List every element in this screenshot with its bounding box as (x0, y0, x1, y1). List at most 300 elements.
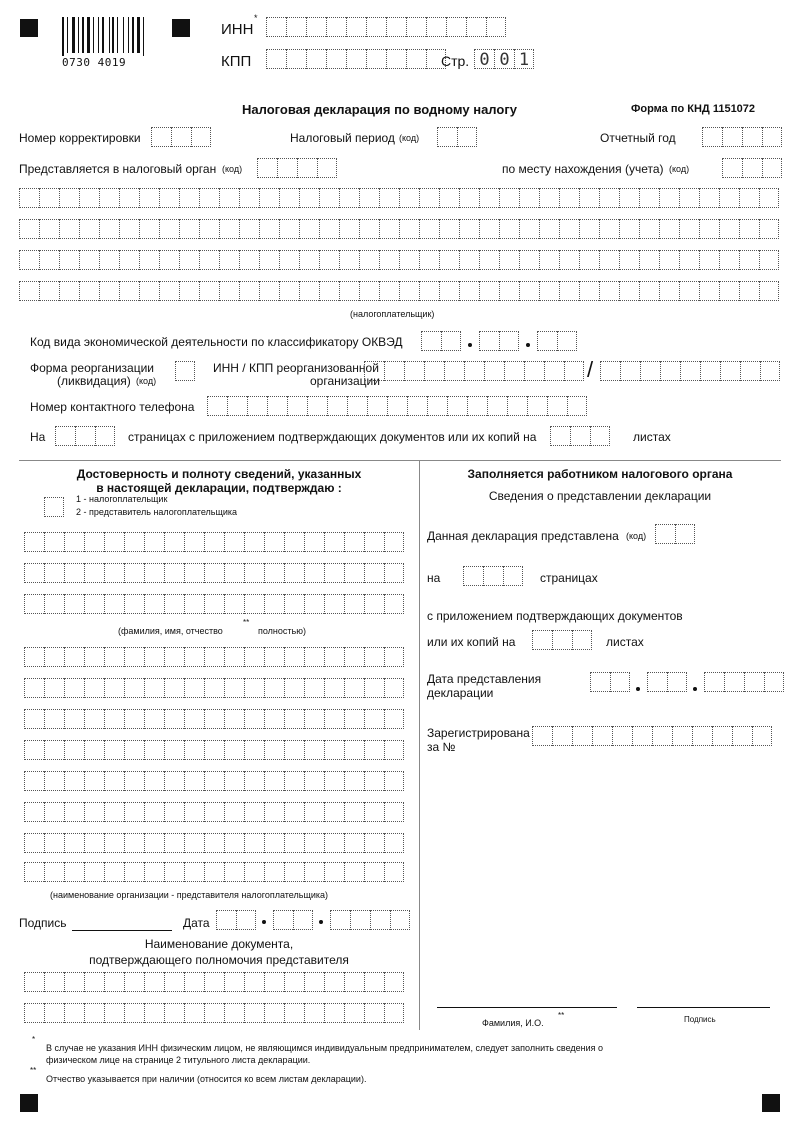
date-day-cells[interactable] (216, 910, 256, 930)
fio-row[interactable] (24, 563, 404, 583)
input-cell[interactable] (264, 594, 284, 614)
inspector-signature-line[interactable] (637, 1007, 770, 1008)
input-cell[interactable] (359, 250, 379, 270)
input-cell[interactable] (104, 709, 124, 729)
input-cell[interactable] (479, 188, 499, 208)
input-cell[interactable] (224, 833, 244, 853)
input-cell[interactable] (24, 594, 44, 614)
input-cell[interactable] (344, 862, 364, 882)
input-cell[interactable] (304, 802, 324, 822)
input-cell[interactable] (324, 771, 344, 791)
input-cell[interactable] (599, 250, 619, 270)
input-cell[interactable] (739, 281, 759, 301)
input-cell[interactable] (364, 972, 384, 992)
input-cell[interactable] (299, 281, 319, 301)
input-cell[interactable] (84, 972, 104, 992)
input-cell[interactable] (204, 802, 224, 822)
input-cell[interactable] (384, 972, 404, 992)
input-cell[interactable] (284, 833, 304, 853)
input-cell[interactable] (579, 219, 599, 239)
input-cell[interactable] (239, 219, 259, 239)
input-cell[interactable] (364, 771, 384, 791)
input-cell[interactable] (144, 594, 164, 614)
input-cell[interactable] (124, 532, 144, 552)
input-cell[interactable] (44, 972, 64, 992)
input-cell[interactable] (692, 726, 712, 746)
input-cell[interactable] (204, 709, 224, 729)
input-cell[interactable] (307, 396, 327, 416)
right-sheets-cells[interactable] (532, 630, 592, 650)
input-cell[interactable] (459, 219, 479, 239)
input-cell[interactable] (439, 219, 459, 239)
org-row[interactable] (24, 771, 404, 791)
input-cell[interactable] (419, 188, 439, 208)
input-cell[interactable] (164, 647, 184, 667)
input-cell[interactable] (579, 250, 599, 270)
input-cell[interactable] (264, 833, 284, 853)
input-cell[interactable] (759, 281, 779, 301)
input-cell[interactable] (339, 188, 359, 208)
input-cell[interactable] (84, 862, 104, 882)
input-cell[interactable] (384, 862, 404, 882)
input-cell[interactable] (364, 594, 384, 614)
input-cell[interactable] (699, 281, 719, 301)
input-cell[interactable] (64, 594, 84, 614)
input-cell[interactable] (344, 771, 364, 791)
input-cell[interactable] (367, 396, 387, 416)
input-cell[interactable] (344, 740, 364, 760)
input-cell[interactable] (44, 709, 64, 729)
input-cell[interactable] (519, 188, 539, 208)
input-cell[interactable] (84, 594, 104, 614)
input-cell[interactable] (339, 281, 359, 301)
input-cell[interactable] (459, 281, 479, 301)
input-cell[interactable] (284, 862, 304, 882)
input-cell[interactable] (344, 709, 364, 729)
input-cell[interactable] (124, 802, 144, 822)
input-cell[interactable] (719, 188, 739, 208)
input-cell[interactable] (164, 1003, 184, 1023)
input-cell[interactable] (264, 647, 284, 667)
input-cell[interactable] (64, 771, 84, 791)
input-cell[interactable] (124, 594, 144, 614)
input-cell[interactable] (219, 188, 239, 208)
input-cell[interactable] (199, 250, 219, 270)
input-cell[interactable] (44, 771, 64, 791)
input-cell[interactable] (359, 188, 379, 208)
input-cell[interactable] (347, 396, 367, 416)
input-cell[interactable] (204, 1003, 224, 1023)
input-cell[interactable] (184, 594, 204, 614)
date-month-cells[interactable] (273, 910, 313, 930)
input-cell[interactable] (659, 188, 679, 208)
input-cell[interactable] (499, 250, 519, 270)
input-cell[interactable] (384, 740, 404, 760)
input-cell[interactable] (739, 250, 759, 270)
input-cell[interactable] (387, 396, 407, 416)
input-cell[interactable] (259, 281, 279, 301)
location-cells[interactable] (722, 158, 782, 178)
input-cell[interactable] (319, 250, 339, 270)
input-cell[interactable] (379, 281, 399, 301)
input-cell[interactable] (179, 188, 199, 208)
input-cell[interactable] (224, 678, 244, 698)
input-cell[interactable] (760, 361, 780, 381)
input-cell[interactable] (479, 219, 499, 239)
input-cell[interactable] (524, 361, 544, 381)
input-cell[interactable] (419, 219, 439, 239)
input-cell[interactable] (184, 833, 204, 853)
input-cell[interactable] (504, 361, 524, 381)
input-cell[interactable] (124, 563, 144, 583)
input-cell[interactable] (164, 709, 184, 729)
input-cell[interactable] (184, 862, 204, 882)
input-cell[interactable] (539, 281, 559, 301)
pages-count-cells[interactable] (55, 426, 115, 446)
presentation-month-cells[interactable] (647, 672, 687, 692)
input-cell[interactable] (184, 647, 204, 667)
input-cell[interactable] (219, 281, 239, 301)
input-cell[interactable] (632, 726, 652, 746)
input-cell[interactable] (719, 281, 739, 301)
input-cell[interactable] (559, 188, 579, 208)
input-cell[interactable] (64, 1003, 84, 1023)
input-cell[interactable] (364, 740, 384, 760)
input-cell[interactable] (227, 396, 247, 416)
input-cell[interactable] (19, 188, 39, 208)
input-cell[interactable] (164, 532, 184, 552)
input-cell[interactable] (324, 563, 344, 583)
input-cell[interactable] (304, 862, 324, 882)
date-year-cells[interactable] (330, 910, 410, 930)
input-cell[interactable] (24, 678, 44, 698)
input-cell[interactable] (619, 188, 639, 208)
input-cell[interactable] (124, 833, 144, 853)
input-cell[interactable] (364, 678, 384, 698)
input-cell[interactable] (44, 833, 64, 853)
input-cell[interactable] (384, 771, 404, 791)
inspector-fio-line[interactable] (437, 1007, 617, 1008)
input-cell[interactable] (379, 219, 399, 239)
input-cell[interactable] (99, 188, 119, 208)
input-cell[interactable] (639, 250, 659, 270)
input-cell[interactable] (279, 281, 299, 301)
input-cell[interactable] (64, 972, 84, 992)
input-cell[interactable] (39, 281, 59, 301)
input-cell[interactable] (324, 532, 344, 552)
input-cell[interactable] (144, 1003, 164, 1023)
presentation-year-cells[interactable] (704, 672, 784, 692)
input-cell[interactable] (439, 188, 459, 208)
input-cell[interactable] (264, 563, 284, 583)
input-cell[interactable] (24, 532, 44, 552)
input-cell[interactable] (404, 361, 424, 381)
input-cell[interactable] (24, 740, 44, 760)
input-cell[interactable] (379, 250, 399, 270)
input-cell[interactable] (264, 771, 284, 791)
input-cell[interactable] (364, 361, 384, 381)
input-cell[interactable] (484, 361, 504, 381)
input-cell[interactable] (104, 532, 124, 552)
input-cell[interactable] (124, 709, 144, 729)
input-cell[interactable] (39, 250, 59, 270)
input-cell[interactable] (339, 250, 359, 270)
input-cell[interactable] (204, 647, 224, 667)
input-cell[interactable] (59, 188, 79, 208)
input-cell[interactable] (284, 594, 304, 614)
input-cell[interactable] (759, 250, 779, 270)
input-cell[interactable] (424, 361, 444, 381)
input-cell[interactable] (459, 188, 479, 208)
input-cell[interactable] (304, 771, 324, 791)
input-cell[interactable] (224, 532, 244, 552)
input-cell[interactable] (224, 972, 244, 992)
okved-cells-3[interactable] (537, 331, 577, 351)
input-cell[interactable] (304, 740, 324, 760)
input-cell[interactable] (19, 281, 39, 301)
input-cell[interactable] (264, 972, 284, 992)
input-cell[interactable] (84, 532, 104, 552)
input-cell[interactable] (144, 709, 164, 729)
input-cell[interactable] (119, 281, 139, 301)
input-cell[interactable] (44, 532, 64, 552)
input-cell[interactable] (364, 532, 384, 552)
presented-code-cells[interactable] (655, 524, 695, 544)
input-cell[interactable] (264, 740, 284, 760)
input-cell[interactable] (264, 532, 284, 552)
input-cell[interactable] (64, 678, 84, 698)
input-cell[interactable] (447, 396, 467, 416)
registration-number-cells[interactable] (532, 726, 772, 746)
reorg-form-cell[interactable] (175, 361, 195, 381)
input-cell[interactable] (64, 833, 84, 853)
input-cell[interactable] (124, 862, 144, 882)
input-cell[interactable] (619, 250, 639, 270)
input-cell[interactable] (384, 709, 404, 729)
doc-row[interactable] (24, 972, 404, 992)
input-cell[interactable] (164, 802, 184, 822)
input-cell[interactable] (264, 678, 284, 698)
input-cell[interactable] (559, 281, 579, 301)
input-cell[interactable] (99, 281, 119, 301)
fio-row[interactable] (24, 594, 404, 614)
input-cell[interactable] (204, 594, 224, 614)
input-cell[interactable] (507, 396, 527, 416)
input-cell[interactable] (239, 188, 259, 208)
input-cell[interactable] (224, 802, 244, 822)
input-cell[interactable] (344, 563, 364, 583)
input-cell[interactable] (144, 647, 164, 667)
input-cell[interactable] (499, 219, 519, 239)
input-cell[interactable] (384, 802, 404, 822)
input-cell[interactable] (579, 188, 599, 208)
input-cell[interactable] (284, 532, 304, 552)
taxpayer-row[interactable] (19, 188, 779, 208)
input-cell[interactable] (184, 563, 204, 583)
input-cell[interactable] (164, 678, 184, 698)
input-cell[interactable] (679, 250, 699, 270)
input-cell[interactable] (304, 972, 324, 992)
input-cell[interactable] (519, 219, 539, 239)
input-cell[interactable] (119, 188, 139, 208)
input-cell[interactable] (184, 972, 204, 992)
input-cell[interactable] (24, 771, 44, 791)
input-cell[interactable] (244, 709, 264, 729)
input-cell[interactable] (44, 563, 64, 583)
input-cell[interactable] (344, 972, 364, 992)
input-cell[interactable] (599, 281, 619, 301)
input-cell[interactable] (464, 361, 484, 381)
input-cell[interactable] (224, 771, 244, 791)
fio-row[interactable] (24, 532, 404, 552)
input-cell[interactable] (579, 281, 599, 301)
input-cell[interactable] (344, 532, 364, 552)
input-cell[interactable] (740, 361, 760, 381)
input-cell[interactable] (244, 771, 264, 791)
input-cell[interactable] (79, 219, 99, 239)
input-cell[interactable] (564, 361, 584, 381)
input-cell[interactable] (204, 833, 224, 853)
input-cell[interactable] (259, 219, 279, 239)
input-cell[interactable] (284, 1003, 304, 1023)
input-cell[interactable] (284, 802, 304, 822)
input-cell[interactable] (39, 188, 59, 208)
reorg-kpp-cells[interactable] (600, 361, 780, 381)
input-cell[interactable] (612, 726, 632, 746)
input-cell[interactable] (24, 802, 44, 822)
input-cell[interactable] (304, 833, 324, 853)
sheets-count-cells[interactable] (550, 426, 610, 446)
input-cell[interactable] (699, 250, 719, 270)
input-cell[interactable] (204, 740, 224, 760)
input-cell[interactable] (364, 563, 384, 583)
input-cell[interactable] (104, 972, 124, 992)
input-cell[interactable] (359, 281, 379, 301)
input-cell[interactable] (284, 771, 304, 791)
input-cell[interactable] (639, 281, 659, 301)
input-cell[interactable] (204, 771, 224, 791)
input-cell[interactable] (244, 647, 264, 667)
input-cell[interactable] (139, 219, 159, 239)
input-cell[interactable] (204, 678, 224, 698)
okved-cells-2[interactable] (479, 331, 519, 351)
correction-cells[interactable] (151, 127, 211, 147)
input-cell[interactable] (739, 219, 759, 239)
input-cell[interactable] (224, 594, 244, 614)
input-cell[interactable] (24, 833, 44, 853)
input-cell[interactable] (324, 709, 344, 729)
input-cell[interactable] (652, 726, 672, 746)
input-cell[interactable] (184, 771, 204, 791)
input-cell[interactable] (519, 281, 539, 301)
input-cell[interactable] (759, 219, 779, 239)
input-cell[interactable] (104, 802, 124, 822)
input-cell[interactable] (207, 396, 227, 416)
org-row[interactable] (24, 833, 404, 853)
input-cell[interactable] (384, 563, 404, 583)
input-cell[interactable] (259, 188, 279, 208)
input-cell[interactable] (499, 188, 519, 208)
input-cell[interactable] (299, 219, 319, 239)
input-cell[interactable] (119, 250, 139, 270)
input-cell[interactable] (184, 709, 204, 729)
input-cell[interactable] (720, 361, 740, 381)
input-cell[interactable] (204, 972, 224, 992)
input-cell[interactable] (344, 1003, 364, 1023)
input-cell[interactable] (384, 833, 404, 853)
input-cell[interactable] (224, 1003, 244, 1023)
input-cell[interactable] (184, 1003, 204, 1023)
input-cell[interactable] (184, 740, 204, 760)
input-cell[interactable] (679, 188, 699, 208)
input-cell[interactable] (419, 250, 439, 270)
input-cell[interactable] (344, 678, 364, 698)
input-cell[interactable] (324, 802, 344, 822)
input-cell[interactable] (267, 396, 287, 416)
input-cell[interactable] (84, 709, 104, 729)
input-cell[interactable] (79, 188, 99, 208)
input-cell[interactable] (739, 188, 759, 208)
input-cell[interactable] (384, 532, 404, 552)
input-cell[interactable] (439, 281, 459, 301)
input-cell[interactable] (539, 250, 559, 270)
input-cell[interactable] (99, 219, 119, 239)
input-cell[interactable] (519, 250, 539, 270)
input-cell[interactable] (184, 678, 204, 698)
input-cell[interactable] (364, 802, 384, 822)
taxpayer-row[interactable] (19, 281, 779, 301)
input-cell[interactable] (304, 709, 324, 729)
input-cell[interactable] (64, 532, 84, 552)
input-cell[interactable] (64, 563, 84, 583)
input-cell[interactable] (259, 250, 279, 270)
input-cell[interactable] (479, 281, 499, 301)
input-cell[interactable] (244, 972, 264, 992)
input-cell[interactable] (304, 563, 324, 583)
input-cell[interactable] (679, 281, 699, 301)
input-cell[interactable] (544, 361, 564, 381)
input-cell[interactable] (567, 396, 587, 416)
year-cells[interactable] (702, 127, 782, 147)
input-cell[interactable] (547, 396, 567, 416)
input-cell[interactable] (619, 219, 639, 239)
input-cell[interactable] (244, 678, 264, 698)
input-cell[interactable] (184, 532, 204, 552)
input-cell[interactable] (324, 740, 344, 760)
input-cell[interactable] (244, 833, 264, 853)
input-cell[interactable] (364, 862, 384, 882)
input-cell[interactable] (144, 833, 164, 853)
input-cell[interactable] (279, 250, 299, 270)
input-cell[interactable] (700, 361, 720, 381)
input-cell[interactable] (640, 361, 660, 381)
presentation-day-cells[interactable] (590, 672, 630, 692)
input-cell[interactable] (19, 219, 39, 239)
authority-cells[interactable] (257, 158, 337, 178)
input-cell[interactable] (24, 647, 44, 667)
input-cell[interactable] (84, 647, 104, 667)
input-cell[interactable] (324, 647, 344, 667)
input-cell[interactable] (104, 862, 124, 882)
input-cell[interactable] (104, 563, 124, 583)
input-cell[interactable] (64, 740, 84, 760)
input-cell[interactable] (99, 250, 119, 270)
input-cell[interactable] (64, 647, 84, 667)
org-row[interactable] (24, 740, 404, 760)
input-cell[interactable] (179, 281, 199, 301)
input-cell[interactable] (164, 862, 184, 882)
input-cell[interactable] (304, 532, 324, 552)
